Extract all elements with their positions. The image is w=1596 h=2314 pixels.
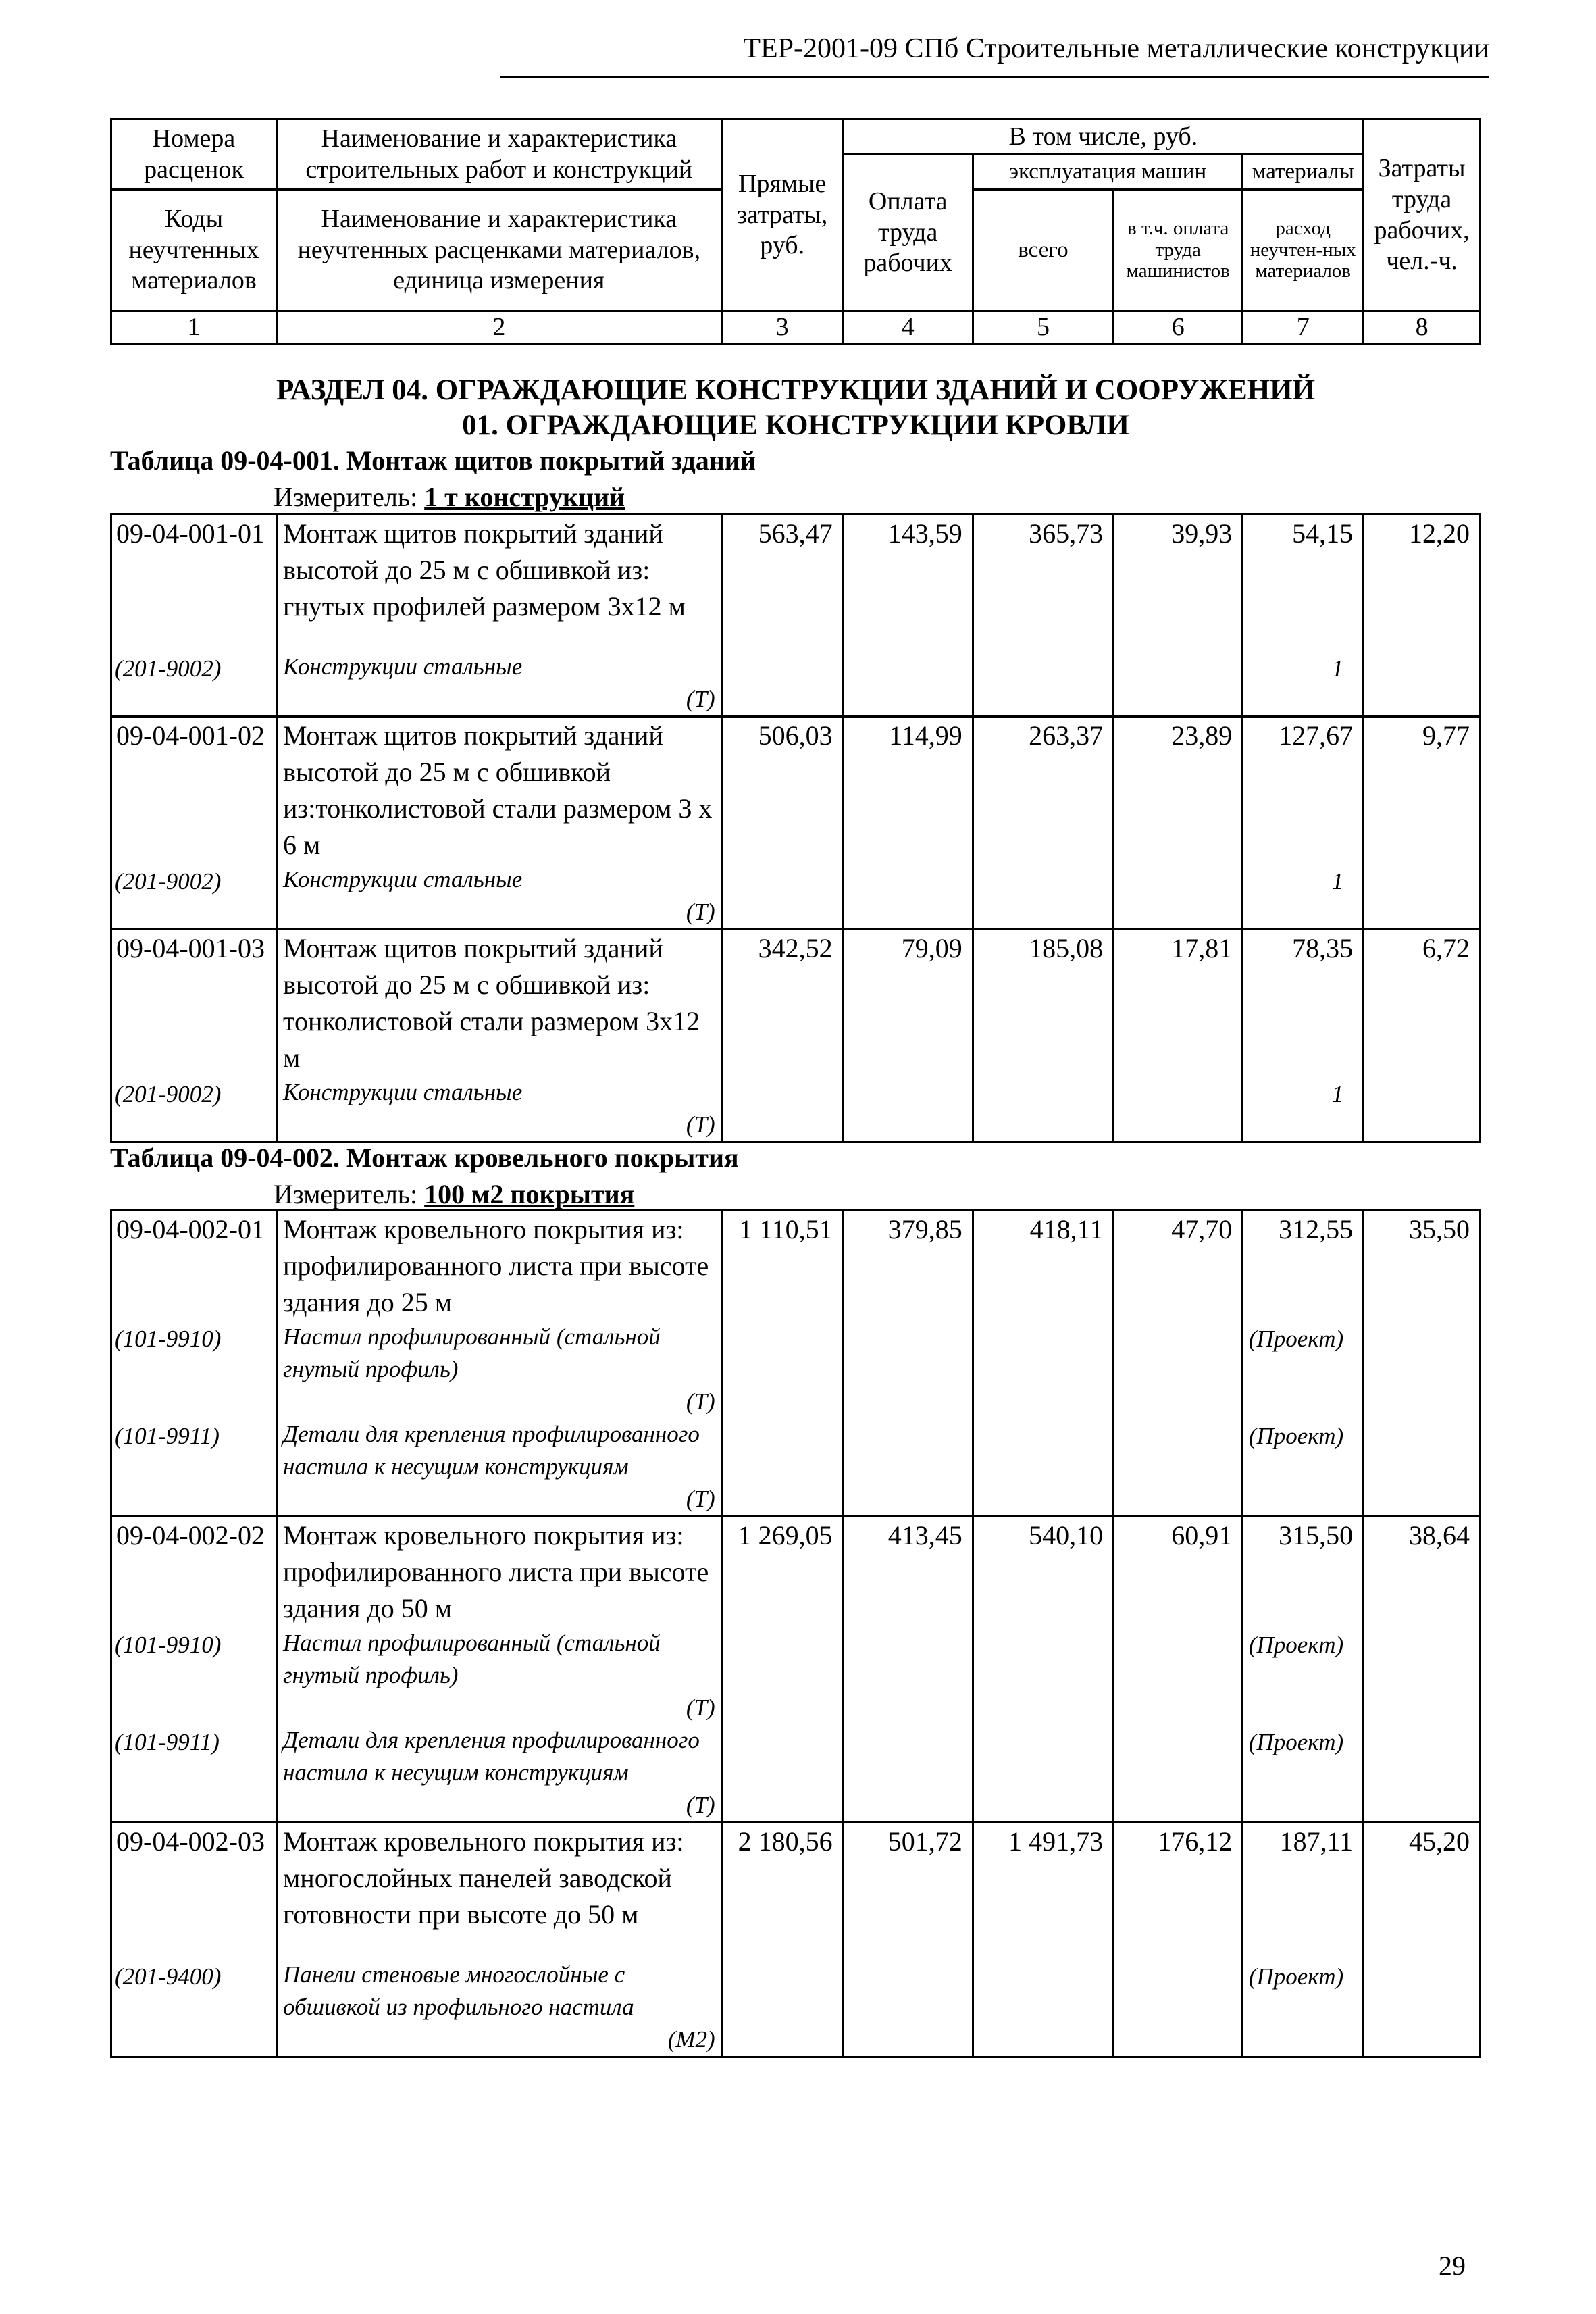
page-number: 29 <box>1439 2250 1466 2281</box>
table1-data <box>110 513 1481 1143</box>
table-row: 09-04-002-02 Монтаж кровельного покрытия из: профилированного листа при высоте здания до 50 м 1 269,05 413,45 540,10 60,91 315,50 38,64 <box>111 1517 1481 1628</box>
table2-title: Таблица 09-04-002. Монтаж кровельного покрытия <box>110 1142 739 1173</box>
col2-bottom-header: Наименование и характеристика неучтенных расценками материалов, единица измерения <box>276 190 721 311</box>
col2-top-header: Наименование и характеристика строительных работ и конструкций <box>276 120 721 190</box>
table2-data <box>110 1209 1481 2058</box>
material-row: (101-9911) Детали для крепления профилированного настила к несущим конструкциям (Т) (Проект) <box>111 1418 1481 1517</box>
col-number: 2 <box>276 311 721 345</box>
column-header-table <box>110 118 1481 345</box>
material-row: (201-9002) Конструкции стальные (Т) 1 <box>111 863 1481 930</box>
included-header: В том числе, руб. <box>843 120 1364 155</box>
section-title: РАЗДЕЛ 04. ОГРАЖДАЮЩИЕ КОНСТРУКЦИИ ЗДАНИЙ И СООРУЖЕНИЙ <box>276 374 1316 406</box>
pay-header: Оплата труда рабочих <box>843 155 973 311</box>
materials-header: материалы <box>1243 155 1364 190</box>
material-row: (101-9911) Детали для крепления профилированного настила к несущим конструкциям (Т) (Проект) <box>111 1724 1481 1823</box>
table-row: 09-04-001-02 Монтаж щитов покрытий зданий высотой до 25 м с обшивкой из:тонколистовой стали размером 3 х 6 м 506,03 114,99 263,37 23,89 127,67 9,77 <box>111 717 1481 864</box>
col-number: 4 <box>843 311 973 345</box>
col1-top-header: Номера расценок <box>111 120 277 190</box>
table-row: 09-04-001-03 Монтаж щитов покрытий зданий высотой до 25 м с обшивкой из: тонколистовой стали размером 3х12 м 342,52 79,09 185,08 17,81 78,35 6,72 <box>111 930 1481 1077</box>
material-row: (101-9910) Настил профилированный (стальной гнутый профиль) (Т) (Проект) <box>111 1627 1481 1724</box>
machines-total-header: всего <box>973 190 1113 311</box>
material-row: (101-9910) Настил профилированный (стальной гнутый профиль) (Т) (Проект) <box>111 1321 1481 1418</box>
subsection-title: 01. ОГРАЖДАЮЩИЕ КОНСТРУКЦИИ КРОВЛИ <box>462 409 1129 441</box>
col-number: 8 <box>1364 311 1481 345</box>
material-row: (201-9002) Конструкции стальные (Т) 1 <box>111 651 1481 717</box>
table-row: 09-04-002-01 Монтаж кровельного покрытия из: профилированного листа при высоте здания до 25 м 1 110,51 379,85 418,11 47,70 312,55 35,50 <box>111 1211 1481 1322</box>
col3-header: Прямые затраты, руб. <box>721 120 843 311</box>
table1-title: Таблица 09-04-001. Монтаж щитов покрытий зданий <box>110 445 756 476</box>
table1-measure: Измеритель: 1 т конструкций <box>274 482 625 512</box>
machines-header: эксплуатация машин <box>973 155 1243 190</box>
machines-pay-header: в т.ч. оплата труда машинистов <box>1114 190 1243 311</box>
col-number: 5 <box>973 311 1113 345</box>
col-number: 3 <box>721 311 843 345</box>
table2-measure: Измеритель: 100 м2 покрытия <box>274 1179 635 1209</box>
col-number: 7 <box>1243 311 1364 345</box>
col-number: 1 <box>111 311 277 345</box>
material-row: (201-9002) Конструкции стальные (Т) 1 <box>111 1076 1481 1142</box>
material-row: (201-9400) Панели стеновые многослойные с обшивкой из профильного настила (М2) (Проект) <box>111 1959 1481 2057</box>
running-header: ТЕР-2001-09 СПб Строительные металлические конструкции <box>743 33 1489 64</box>
labor-header: Затраты труда рабочих, чел.-ч. <box>1364 120 1481 311</box>
table-row: 09-04-001-01 Монтаж щитов покрытий зданий высотой до 25 м с обшивкой из: гнутых профилей размером 3х12 м 563,47 143,59 365,73 39,93 54,15 12,20 <box>111 515 1481 651</box>
col-number: 6 <box>1114 311 1243 345</box>
col1-bottom-header: Коды неучтенных материалов <box>111 190 277 311</box>
table-row: 09-04-002-03 Монтаж кровельного покрытия из: многослойных панелей заводской готовности при высоте до 50 м 2 180,56 501,72 1 491,73 176,12 187,11 45,20 <box>111 1823 1481 1959</box>
header-rule <box>500 76 1489 78</box>
materials-sub-header: расход неучтен-ных материалов <box>1243 190 1364 311</box>
